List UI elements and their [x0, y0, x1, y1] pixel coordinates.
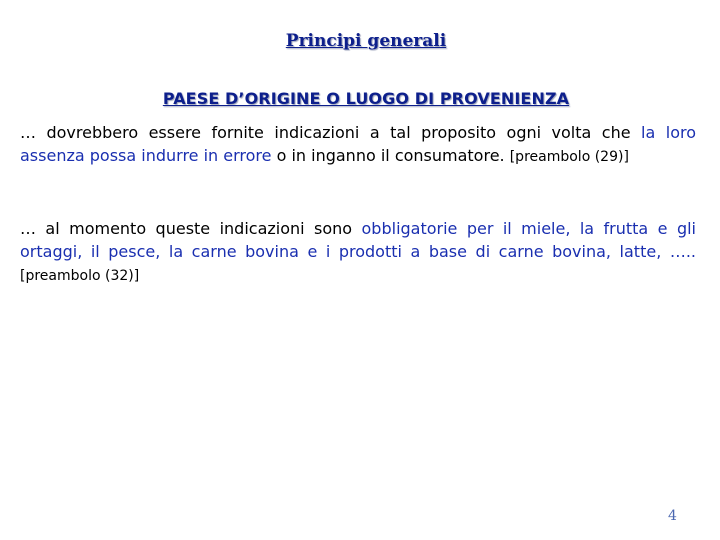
paragraph-1-text: … dovrebbero essere fornite indicazioni a tal proposito ogni volta che [20, 123, 642, 142]
paragraph-1-reference: [preambolo (29)] [509, 149, 629, 165]
page-number: 4 [668, 508, 677, 524]
slide-subtitle: PAESE D’ORIGINE O LUOGO DI PROVENIENZA [162, 89, 570, 108]
paragraph-origin-indication [20, 121, 696, 169]
paragraph-2-highlight: obbligatorie per il miele, la frutta e gli ortaggi, il pesce, la carne bovina e i prodotti a base di carne bovina, latte, ….. [20, 219, 696, 261]
paragraph-1-text-end: o in inganno il consumatore. [271, 146, 510, 165]
slide-title: Principi generali [285, 31, 447, 51]
paragraph-mandatory-indication [20, 217, 696, 288]
paragraph-2-text: … al momento queste indicazioni sono [20, 219, 362, 238]
paragraph-2-reference: [preambolo (32)] [20, 268, 140, 284]
paragraph-1-highlight: la loro assenza possa indurre in errore [20, 123, 696, 165]
